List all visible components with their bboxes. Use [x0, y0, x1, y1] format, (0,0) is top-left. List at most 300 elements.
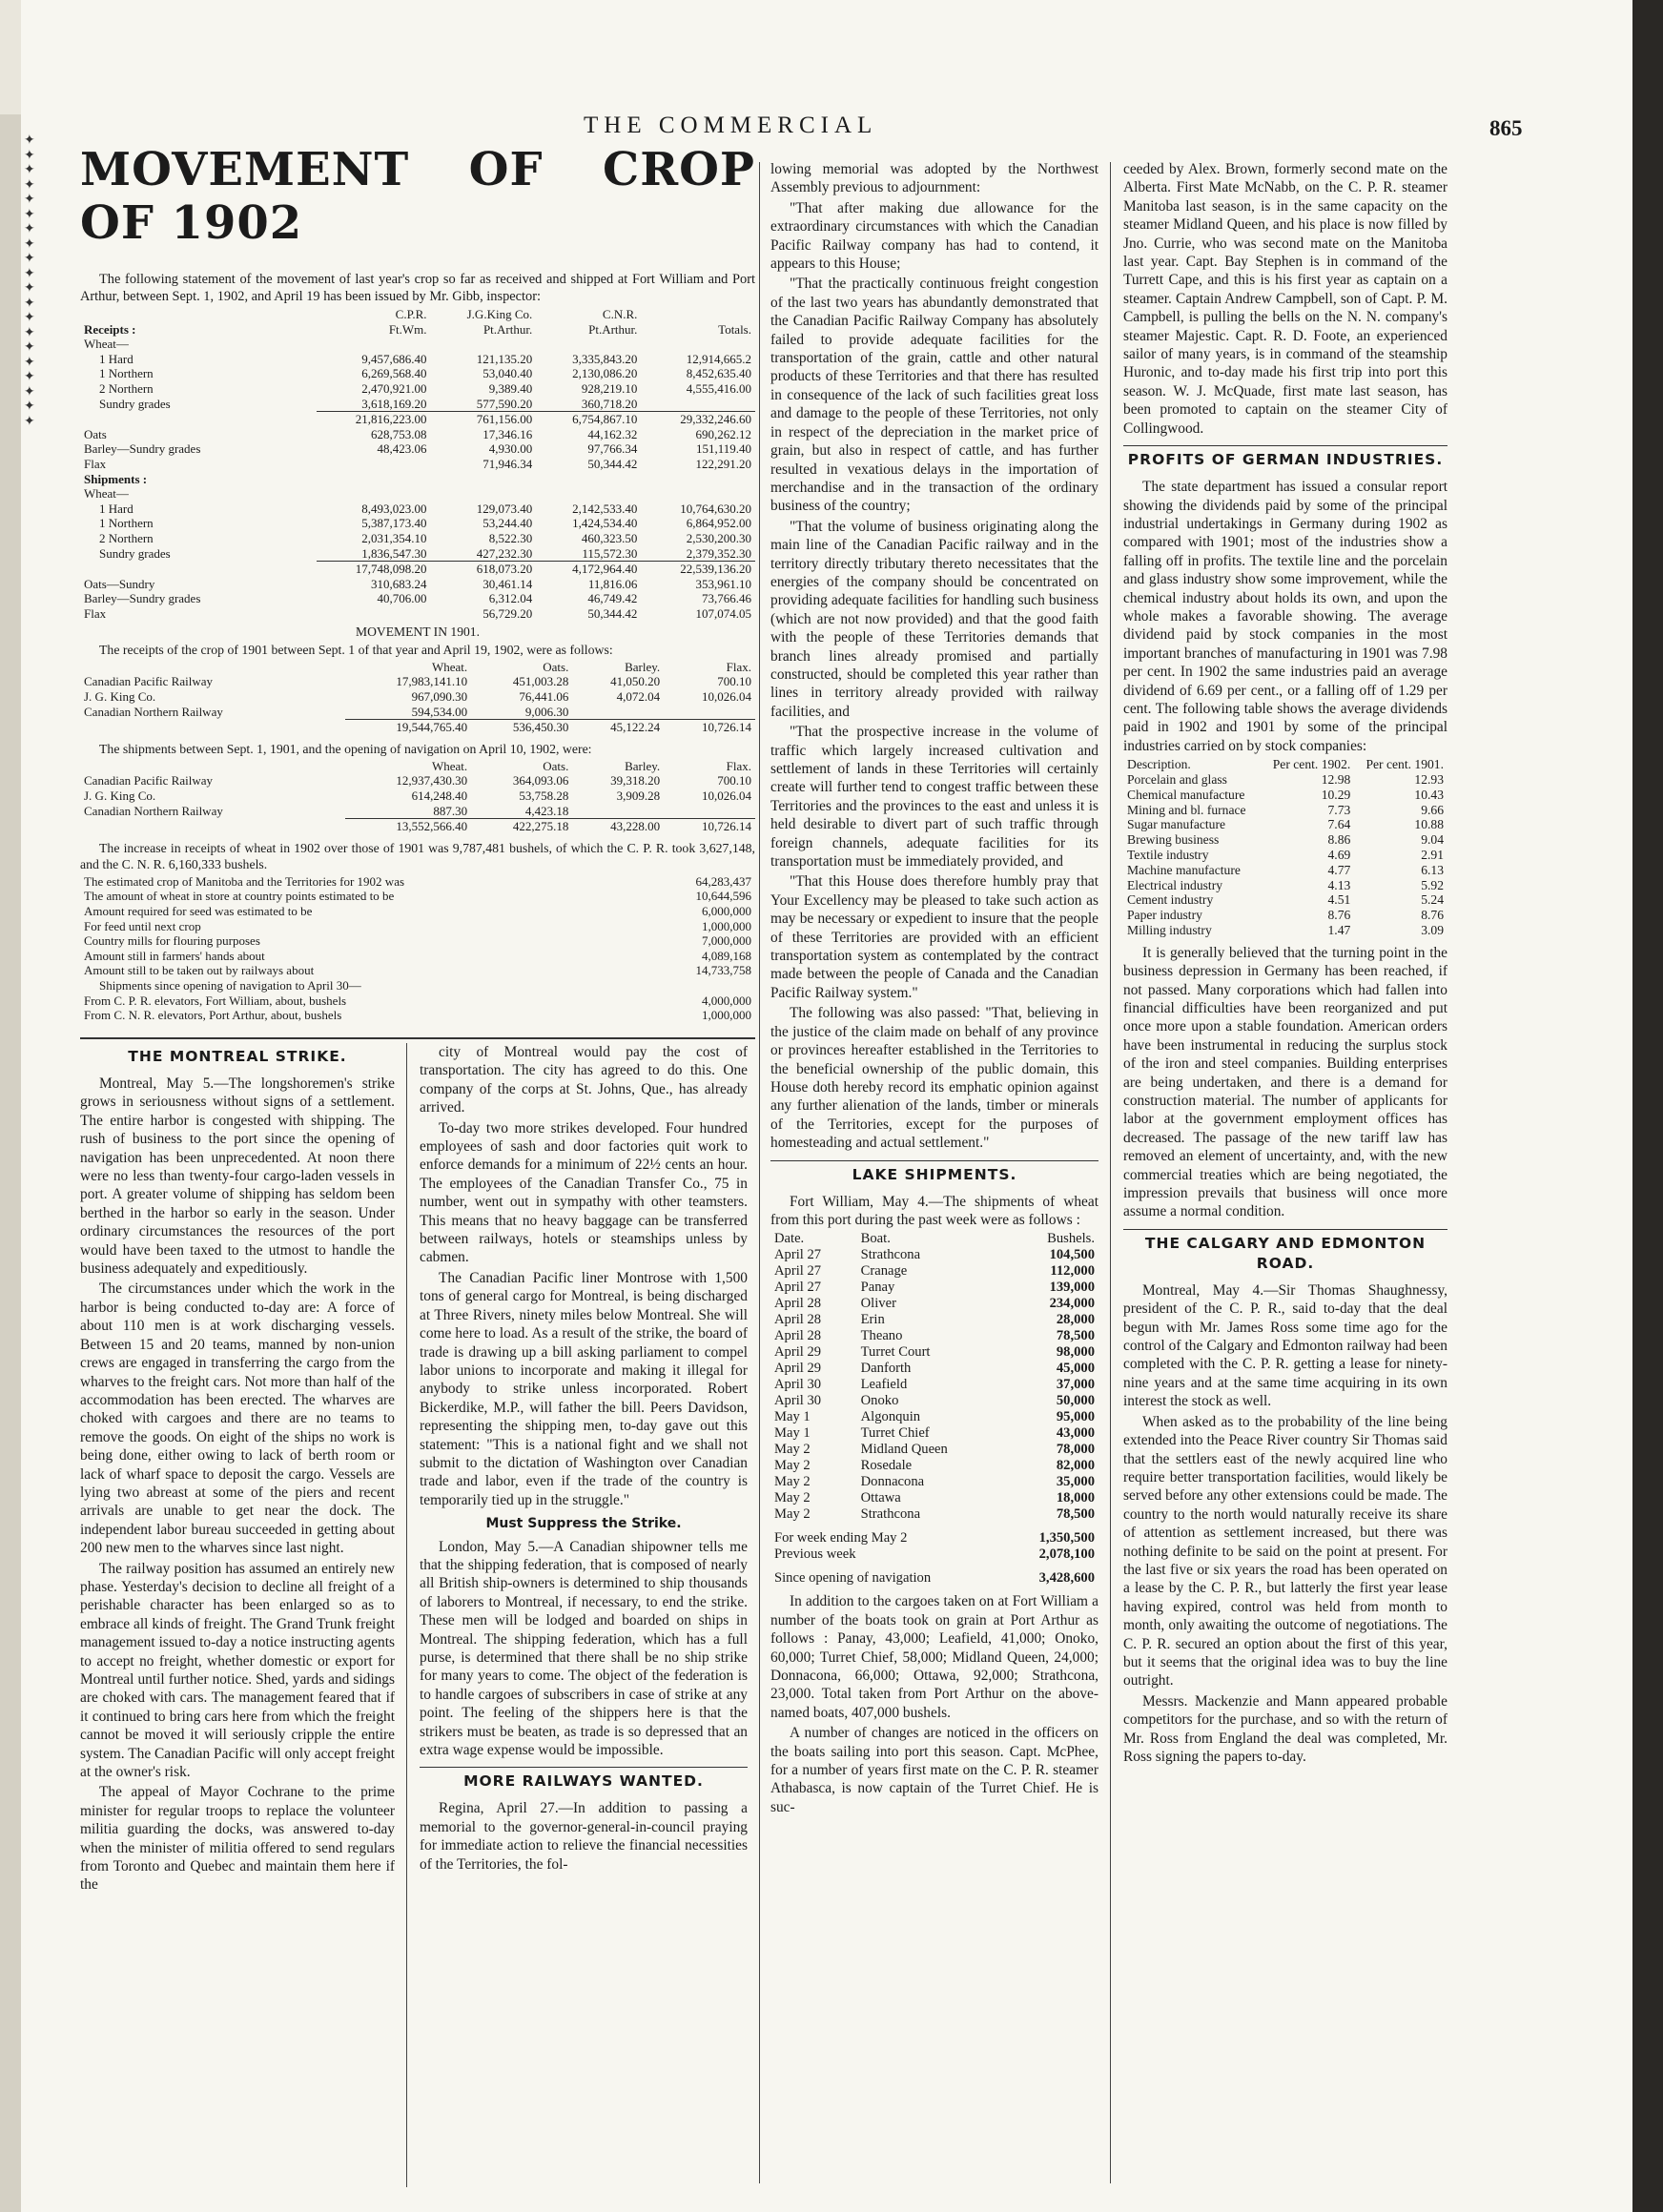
cell-value: 700.10 [717, 674, 751, 689]
row-label [80, 562, 317, 577]
row-label: Amount still to be taken out by railways about [84, 963, 315, 978]
rule [1123, 1229, 1447, 1230]
cell-value: 28,000 [1056, 1312, 1095, 1328]
row-label: May 2 [774, 1490, 811, 1506]
row-label: Sugar manufacture [1127, 817, 1226, 832]
cell-value: 37,000 [1056, 1377, 1095, 1393]
cell-value: 5.24 [1421, 892, 1444, 908]
shipment-row [770, 1409, 1098, 1425]
cell-value: 29,332,246.60 [641, 412, 755, 427]
row-label: Machine manufacture [1127, 862, 1241, 877]
montreal-paragraph: The circumstances under which the work in the harbor is being conducted to-day are: A force of about 110 men is at work discharging vessels. Between 15 and 20 teams, manned by non-union crews are engaged in transferring the cargo from the wharves to the freight cars. Not more than half of the accommodation has been erected. The wharves are choked with cargoes and there are no teams to remove the goods. On eight of the ships no work is being done, either owing to lack of berth room or lack of wharf space to deposit the cargo. Vessels are lying two abreast at some of the piers and recent arrivals are unable to get near the dock. The independent labor bureau succeeded in getting about 200 new men to the wharves since last night. [80, 1280, 395, 1557]
cell-value: Barley. [625, 659, 661, 674]
label-row [80, 978, 755, 993]
dividend-row [1123, 923, 1447, 938]
running-title: THE COMMERCIAL [584, 113, 878, 138]
row-label: Receipts : [84, 321, 136, 337]
cell-value: Donnacona [860, 1474, 925, 1490]
cell-value: 6.13 [1421, 862, 1444, 877]
calgary-title: THE CALGARY AND EDMONTON ROAD. [1144, 1234, 1427, 1272]
row-label: J. G. King Co. [84, 689, 156, 705]
shipment-row [770, 1506, 1098, 1523]
row-label: For week ending May 2 [774, 1530, 908, 1546]
row-label: Oats—Sundry [84, 576, 155, 591]
cell-value: 78,500 [1056, 1328, 1095, 1344]
crop-title: MOVEMENT OF CROP OF 1902 [80, 143, 755, 250]
calgary-paragraph-3: Messrs. Mackenzie and Mann appeared probable competitors for the purchase, and so with the return of Mr. Ross from England the deal was completed, Mr. Ross signing the papers to-day. [1123, 1692, 1447, 1765]
header-row [1123, 757, 1447, 772]
cell-value: 48,423.06 [377, 441, 427, 457]
cell-value: 8.86 [1327, 832, 1351, 848]
cell-value: 121,135.20 [476, 351, 533, 366]
suppress-subtitle: Must Suppress the Strike. [485, 1516, 682, 1532]
estimate-row [80, 919, 755, 934]
row-label: Wheat— [84, 486, 129, 502]
table-row [80, 546, 755, 562]
dividend-row [1123, 788, 1447, 803]
header-row [80, 759, 755, 774]
cell-value: 8,452,635.40 [686, 366, 751, 381]
cell-value: 14,733,758 [695, 963, 751, 978]
cell-value: 139,000 [1049, 1280, 1095, 1296]
cell-value: Onoko [860, 1393, 899, 1409]
shipment-row [770, 1474, 1098, 1490]
nav-row [80, 1008, 755, 1023]
column-rule [406, 1043, 407, 2187]
cell-value: 9.66 [1421, 802, 1444, 817]
rule [770, 1160, 1098, 1161]
cell-value: Pt.Arthur. [482, 321, 533, 337]
table-row [80, 804, 755, 819]
montreal-paragraph: The Canadian Pacific liner Montrose with 1,500 tons of general cargo for Montreal, is being discharged at Three Rivers, ninety miles below Montreal. She will come here to load. As a result of the strike, the board of trade is drawing up a bill asking parliament to compel labor unions to incorporate and making it illegal for anybody to strike unless incorporated. Robert Bickerdike, M.P., will father the bill. Peers Davidson, representing the shipping men, to-day gave out this statement: "This is a national fight and we shall not submit to the dictation of Washington over Canadian trade and labor, even if the trade of the country is temporarily tied up in the struggle." [420, 1269, 748, 1508]
cell-value: 967,090.30 [411, 689, 468, 705]
cell-value: 1.47 [1327, 922, 1351, 937]
cell-value: 3,335,843.20 [572, 351, 638, 366]
dividend-row [1123, 817, 1447, 832]
cell-value: 122,291.20 [695, 456, 751, 471]
cell-value: 2,379,352.30 [686, 545, 751, 561]
montreal-col-2 [420, 1043, 748, 1875]
row-label [80, 819, 345, 834]
crop-section [80, 143, 755, 1023]
table-row [80, 577, 755, 592]
cell-value: 2.91 [1421, 847, 1444, 862]
cell-value: 82,000 [1056, 1458, 1095, 1474]
cell-value: 7.64 [1327, 817, 1351, 832]
row-label: Milling industry [1127, 922, 1212, 937]
row-label: April 28 [774, 1312, 822, 1328]
binding-margin [0, 114, 21, 2212]
captains-paragraph: ceeded by Alex. Brown, formerly second mate on the Alberta. First Mate McNabb, on the C. P. R. steamer Manitoba last season, is in the same capacity on the steamer Midland Queen, and his place is now filled by Jno. Currie, who was second mate on the Manitoba last year. Capt. Bay Stephen is in command of the Turrett Cape, and this is his first year as captain on a steamer. Captain Andrew Campbell, son of Capt. P. M. Campbell, is pulling the bells on the N. N. company's steamer Majestic. Capt. R. D. Foote, an experienced sailor of many years, is in command of the steamship Huronic, and to-day made his first trip into port this season. W. J. McQuade, first mate last season, has been promoted to captain on the steamer City of Collingwood. [1123, 161, 1447, 437]
row-label: Barley—Sundry grades [84, 591, 201, 606]
cell-value: Rosedale [860, 1458, 913, 1474]
cell-value: 46,749.42 [587, 591, 638, 606]
row-label: April 29 [774, 1344, 822, 1361]
row-label [80, 307, 317, 322]
row-label: Sundry grades [99, 396, 171, 411]
row-label: April 27 [774, 1280, 822, 1296]
cell-value: 690,262.12 [695, 426, 751, 441]
cell-value: Ottawa [860, 1490, 901, 1506]
total-row [80, 562, 755, 577]
cell-value: 50,344.42 [587, 605, 638, 621]
cell-value: 6,754,867.10 [536, 412, 641, 427]
german-paragraph-2: It is generally believed that the turning point in the business depression in Germany has been reached, if not passed. Many corporations which had fallen into financial difficulties have been reorganized and put once more upon a stable foundation. American orders have been instrumental in reducing the surplus stock of the iron and steel companies. Building enterprises are being undertaken, and there is a demand for construction material. The number of applicants for labor at the government employment offices has decreased. The passage of the new tariff law has removed an element of uncertainty, and, with the new commercial treaties which are being negotiated, the impression prevails that business will once more assume a normal condition. [1123, 944, 1447, 1220]
cell-value: 104,500 [1049, 1247, 1095, 1263]
cell-value: 761,156.00 [431, 412, 537, 427]
row-label: The estimated crop of Manitoba and the Territories for 1902 was [84, 873, 405, 889]
montreal-paragraph: city of Montreal would pay the cost of transportation. The city has agreed to do this. One company of the corps at St. Johns, Que., has already arrived. [420, 1044, 748, 1116]
cell-value: 53,244.40 [482, 516, 533, 531]
shipment-row [770, 1328, 1098, 1344]
shipment-row [770, 1344, 1098, 1361]
cell-value: 4,172,964.40 [536, 562, 641, 577]
cell-value: 10,644,596 [695, 889, 751, 904]
row-label: Mining and bl. furnace [1127, 802, 1246, 817]
cell-value: 12,937,430.30 [396, 773, 468, 789]
cell-value: 8.76 [1421, 908, 1444, 923]
header-row [80, 307, 755, 322]
cell-value: 40,706.00 [377, 591, 427, 606]
row-label: Barley—Sundry grades [84, 441, 201, 457]
movement-1901-intro: The receipts of the crop of 1901 between Sept. 1 of that year and April 19, 1902, were as follows: [99, 642, 613, 657]
cell-value [664, 705, 755, 720]
shipment-row [770, 1490, 1098, 1506]
cell-value: 3,428,600 [1038, 1570, 1095, 1587]
row-label: April 28 [774, 1296, 822, 1312]
cell-value: 17,346.16 [482, 426, 533, 441]
row-label: Description. [1127, 757, 1191, 772]
cell-value: 4.77 [1327, 862, 1351, 877]
cell-value: 10,026.04 [702, 689, 751, 705]
cell-value: Boat. [860, 1231, 891, 1247]
railways-title: MORE RAILWAYS WANTED. [463, 1772, 704, 1791]
memorial-paragraph: lowing memorial was adopted by the Northwest Assembly previous to adjournment: [770, 161, 1098, 196]
cell-value: 30,461.14 [482, 576, 533, 591]
estimate-row [80, 963, 755, 978]
row-label: May 1 [774, 1425, 811, 1442]
cell-value: 78,000 [1056, 1442, 1095, 1458]
cell-value: 234,000 [1049, 1296, 1095, 1312]
cell-value: 10,726.14 [664, 819, 755, 834]
row-label: Previous week [774, 1546, 856, 1563]
row-label: 1 Hard [99, 501, 133, 516]
dividend-row [1123, 772, 1447, 788]
cell-value [641, 397, 755, 412]
cell-value: 618,073.20 [431, 562, 537, 577]
cell-value: 129,073.40 [476, 501, 533, 516]
cell-value: 18,000 [1056, 1490, 1095, 1506]
cell-value: 95,000 [1056, 1409, 1095, 1425]
estimate-row [80, 933, 755, 949]
cell-value: 97,766.34 [587, 441, 638, 457]
memorial-paragraph: "That the volume of business originating along the main line of the Canadian Pacific railway and in the territory directly tributary thereto necessitates that the energies of the company should be concentrated on providing adequate facilities for handling such business (which are not now provided) and that the good faith with the people of these Territories demands that branch lines already promised and partially constructed, should be completed this year rather than lines in territory already provided with railway facilities, and [770, 518, 1098, 720]
row-label: Cement industry [1127, 892, 1214, 908]
montreal-paragraph: London, May 5.—A Canadian shipowner tells me that the shipping federation, that is composed of nearly all British ship-owners is determined to ship thousands of laborers to Montreal, if necessary, to end the strike. These men will be lodged and boarded on ships in Montreal. The shipping federation, which has a full purse, is determined that there shall be no ship strike for many years to come. The object of the federation is to handle cargoes of subscribers in case of strike at any point. The feeling of the shippers here is that the strikers must be beaten, as trade is so depressed that an extra wage expense would be impossible. [420, 1538, 748, 1759]
cell-value: 35,000 [1056, 1474, 1095, 1490]
cell-value: 4,423.18 [524, 803, 569, 818]
dividend-row [1123, 832, 1447, 848]
table-row [80, 705, 755, 720]
total-row [770, 1523, 1098, 1546]
cell-value: 10,726.14 [664, 720, 755, 735]
cell-value: 11,816.06 [587, 576, 638, 591]
total-row [80, 412, 755, 427]
montreal-col-1 [80, 1043, 395, 1896]
cell-value: Theano [860, 1328, 903, 1344]
row-label [80, 412, 317, 427]
cell-value: 427,232.30 [476, 545, 533, 561]
german-dividends-table [1123, 757, 1447, 938]
memorial-paragraph: "That after making due allowance for the extraordinary circumstances with which the Canadian Pacific Railway company has had to contend, it appears to this House; [770, 199, 1098, 273]
cell-value: 422,275.18 [471, 819, 572, 834]
table-row [80, 606, 755, 622]
shipment-row [770, 1361, 1098, 1377]
page-number: 865 [1489, 116, 1523, 140]
page-edge [1632, 0, 1663, 2212]
cell-value: 536,450.30 [471, 720, 572, 735]
cell-value: 1,000,000 [702, 1008, 751, 1023]
estimate-row [80, 889, 755, 904]
margin-ornament: ✦ ✦ ✦ ✦ ✦ ✦ ✦ ✦ ✦ ✦ ✦ ✦ ✦ ✦ ✦ ✦ ✦ ✦ ✦ ✦ [24, 133, 35, 429]
cell-value: 4.69 [1327, 847, 1351, 862]
cell-value: 112,000 [1050, 1263, 1095, 1280]
cell-value: 50,344.42 [587, 456, 638, 471]
cell-value: Cranage [860, 1263, 908, 1280]
movement-1901-title: MOVEMENT IN 1901. [355, 625, 481, 640]
cell-value: 7.73 [1327, 802, 1351, 817]
cell-value: 45,122.24 [572, 720, 664, 735]
cell-value: 10.43 [1414, 787, 1444, 802]
estimate-row [80, 904, 755, 919]
montreal-paragraph: The railway position has assumed an entirely new phase. Yesterday's decision to decline all freight of a perishable character has been enlarged so as to embrace all kinds of freight. The Grand Trunk freight management issued to-day a notice instructing agents to accept no freight, whether domestic or export for Montreal until further notice. Shed, yards and sidings are choked with cars. The management feared that if it continued to bring cars here from which the freight cannot be moved it will seriously cripple the entire system. The Canadian Pacific will only accept freight at the owner's risk. [80, 1560, 395, 1781]
cell-value [572, 804, 664, 819]
cell-value: 9,389.40 [488, 380, 533, 396]
cell-value: 9,457,686.40 [361, 351, 427, 366]
cell-value: 2,142,533.40 [572, 501, 638, 516]
cell-value: 577,590.20 [476, 396, 533, 411]
cell-value: 6,269,568.40 [361, 366, 427, 381]
shipment-row [770, 1458, 1098, 1474]
cell-value: C.N.R. [602, 307, 638, 321]
table-row [80, 516, 755, 531]
cell-value: 107,074.05 [695, 605, 751, 621]
cell-value: Per cent. 1901. [1365, 757, 1444, 772]
cell-value: 41,050.20 [610, 674, 661, 689]
cell-value: Turret Court [860, 1344, 931, 1361]
lake-shipments-table [770, 1231, 1098, 1587]
rule [1123, 445, 1447, 446]
cell-value: 53,758.28 [519, 789, 569, 804]
cell-value: Turret Chief [860, 1425, 930, 1442]
shipment-row [770, 1393, 1098, 1409]
montreal-paragraph: The appeal of Mayor Cochrane to the prime minister for regular troops to replace the volunteer militia guarding the docks, was answered to-day when the minister of militia offered to send regulars from Toronto and Quebec and maintain them here if the [80, 1784, 395, 1894]
row-label: Canadian Pacific Railway [84, 674, 214, 689]
cell-value: Oats. [543, 659, 569, 674]
shipment-row [770, 1442, 1098, 1458]
cell-value: 73,766.46 [702, 591, 751, 606]
row-label: 2 Northern [99, 530, 154, 545]
cell-value: Bushels. [1047, 1231, 1095, 1247]
lake-intro: Fort William, May 4.—The shipments of wheat from this port during the past week were as follows : [770, 1193, 1098, 1228]
cell-value: 4.51 [1327, 892, 1351, 908]
cell-value: 7,000,000 [702, 933, 751, 949]
montreal-paragraph: Montreal, May 5.—The longshoremen's strike grows in seriousness without signs of a settlement. The entire harbor is congested with shipping. The rush of business to the port since the opening of navigation has been unprecedented. At noon there were no less than twenty-four cargo-laden vessels in port. A greater volume of shipping has seldom been berthed in the harbor so early in the season. Under ordinary circumstances the resources of the port would have been taxed to the utmost to handle the business adequately and expeditiously. [80, 1075, 395, 1278]
cell-value: 5,387,173.40 [361, 516, 427, 531]
cell-value [646, 978, 755, 993]
cell-value: 50,000 [1056, 1393, 1095, 1409]
cell-value: 115,572.30 [582, 545, 638, 561]
row-label [80, 660, 345, 675]
row-label: For feed until next crop [84, 918, 201, 933]
estimate-row [80, 949, 755, 964]
estimates-table [80, 874, 755, 1023]
calgary-paragraph-1: Montreal, May 4.—Sir Thomas Shaughnessy, president of the C. P. R., said to-day that the deal begun with Mr. James Ross some time ago for the control of the Calgary and Edmonton railway had been completed with the C. P. R. getting a lease for ninety-nine years and at the same time acquiring in its own interest the stock as well. [1123, 1281, 1447, 1410]
cell-value: 887.30 [433, 803, 468, 818]
shipment-row [770, 1425, 1098, 1442]
cell-value: 43,000 [1056, 1425, 1095, 1442]
newspaper-page [21, 0, 1632, 2212]
row-label: Amount still in farmers' hands about [84, 948, 265, 963]
cell-value: Strathcona [860, 1247, 921, 1263]
cell-value: 3.09 [1421, 922, 1444, 937]
cell-value: 2,031,354.10 [361, 530, 427, 545]
table-row [80, 689, 755, 705]
cell-value: 98,000 [1056, 1344, 1095, 1361]
increase-note: The increase in receipts of wheat in 1902 over those of 1901 was 9,787,481 bushels, of which the C. P. R. took 3,627,148, and the C. N. R. 6,160,333 bushels. [80, 840, 755, 871]
table-row [80, 381, 755, 397]
row-label: J. G. King Co. [84, 789, 156, 804]
row-label: Shipments since opening of navigation to April 30— [99, 977, 361, 993]
row-label: 1 Northern [99, 516, 154, 531]
cell-value: 928,219.10 [581, 380, 638, 396]
cell-value: 3,618,169.20 [361, 396, 427, 411]
cell-value: 8,493,023.00 [361, 501, 427, 516]
dividend-row [1123, 863, 1447, 878]
cell-value: 17,748,098.20 [317, 562, 431, 577]
dividend-row [1123, 892, 1447, 908]
cell-value: 12,914,665.2 [686, 351, 751, 366]
cell-value: Flax. [726, 758, 751, 773]
cell-value: 4,555,416.00 [686, 380, 751, 396]
row-label: May 2 [774, 1442, 811, 1458]
row-label: April 27 [774, 1263, 822, 1280]
row-label: Canadian Northern Railway [84, 704, 223, 719]
cell-value: 451,003.28 [512, 674, 569, 689]
cell-value: 10.88 [1414, 817, 1444, 832]
header-row [770, 1231, 1098, 1247]
shipments-1901-intro: The shipments between Sept. 1, 1901, and the opening of navigation on April 10, 1902, were: [99, 741, 592, 756]
header-row [80, 660, 755, 675]
cell-value: 310,683.24 [371, 576, 427, 591]
table-row [80, 352, 755, 367]
table-row [80, 591, 755, 606]
row-label: Flax [84, 605, 107, 621]
row-label: May 2 [774, 1474, 811, 1490]
row-label: Canadian Pacific Railway [84, 773, 214, 789]
row-label: May 2 [774, 1458, 811, 1474]
table-row [80, 366, 755, 381]
row-label: Paper industry [1127, 908, 1202, 923]
shipment-row [770, 1377, 1098, 1393]
lake-paragraph-1: In addition to the cargoes taken on at Fort William a number of the boats took on grain at Port Arthur as follows : Panay, 43,000; Leafield, 41,000; Onoko, 60,000; Turret Chief, 58,000; Midland Queen, 24,000; Donnacona, 66,000; Ottawa, 92,000; Strathcona, 23,000. Total taken from Port Arthur on the above-named boats, 407,000 bushels. [770, 1593, 1098, 1721]
label-row [80, 486, 755, 502]
total-row [770, 1546, 1098, 1563]
table-row [80, 441, 755, 457]
row-label: April 29 [774, 1361, 822, 1377]
row-label: Chemical manufacture [1127, 787, 1245, 802]
cell-value: Algonquin [860, 1409, 921, 1425]
railways-paragraph: Regina, April 27.—In addition to passing a memorial to the governor-general-in-council praying for immediate action to relieve the financial necessities of the Territories, the fol- [420, 1800, 748, 1873]
shipment-row [770, 1247, 1098, 1263]
cell-value: Wheat. [431, 758, 468, 773]
memorial-paragraph: "That this House does therefore humbly pray that Your Excellency may be pleased to take such action as may be necessary or expedient to insure that the people of these Territories are provided with an efficient transportation system as contemplated by the contract made between the people of Canada and the Canadian Pacific Railway system." [770, 873, 1098, 1001]
cell-value: 364,093.06 [512, 773, 569, 789]
cell-value: 2,530,200.30 [686, 530, 751, 545]
cell-value: Totals. [718, 321, 751, 337]
row-label: Porcelain and glass [1127, 771, 1227, 787]
cell-value: 19,544,765.40 [345, 720, 471, 735]
cell-value: 460,323.50 [581, 530, 638, 545]
cell-value: 10.29 [1321, 787, 1351, 802]
dividend-row [1123, 908, 1447, 923]
cell-value: 10,764,630.20 [680, 501, 751, 516]
cell-value: 4,089,168 [702, 948, 751, 963]
cell-value: Strathcona [860, 1506, 921, 1523]
row-label: 1 Northern [99, 366, 154, 381]
shipments-1901-table [80, 759, 755, 834]
row-label: May 1 [774, 1409, 811, 1425]
cell-value: 1,350,500 [1038, 1530, 1095, 1546]
cell-value: 76,441.06 [519, 689, 569, 705]
cell-value: Erin [860, 1312, 885, 1328]
lake-paragraph-2: A number of changes are noticed in the officers on the boats sailing into port this season. Capt. McPhee, for a number of years first mate on the C. P. R. steamer Athabasca, is now captain of the Turret Chief. He is suc- [770, 1725, 1098, 1815]
cell-value: 9.04 [1421, 832, 1444, 848]
row-label: Date. [774, 1231, 805, 1247]
cell-value: C.P.R. [395, 307, 427, 321]
cell-value: Ft.Wm. [388, 321, 427, 337]
label-row [80, 337, 755, 352]
row-label: Brewing business [1127, 832, 1220, 848]
row-label: Electrical industry [1127, 877, 1223, 892]
shipment-row [770, 1296, 1098, 1312]
cell-value: 5.92 [1421, 877, 1444, 892]
total-row [80, 819, 755, 834]
crop-1902-table [80, 307, 755, 621]
row-label: Amount required for seed was estimated to be [84, 904, 313, 918]
cell-value: 8.76 [1327, 908, 1351, 923]
dividend-row [1123, 878, 1447, 893]
cell-value: 10,026.04 [702, 789, 751, 804]
cell-value: Oliver [860, 1296, 896, 1312]
receipts-1901-table [80, 660, 755, 735]
cell-value: 594,534.00 [411, 704, 468, 719]
cell-value: Pt.Arthur. [588, 321, 638, 337]
cell-value: 6,000,000 [702, 904, 751, 918]
cell-value: 6,864,952.00 [686, 516, 751, 531]
memorial-paragraph: "That the prospective increase in the volume of traffic which largely increased cultivation and settlement of lands in these Territories will certainly create will further tend to congest traffic between these Territories and the provinces to the east and unless it is held desirable to divert part of such traffic through foreign channels, adequate facilities for its transportation must be immediately provided, and [770, 724, 1098, 870]
montreal-paragraph: To-day two more strikes developed. Four hundred employees of sash and door factories quit work to enforce demands for a minimum of 22½ cents an hour. The employees of the Canadian Transfer Co., 75 in number, went out in sympathy with other teamsters. This means that no heavy baggage can be transferred between railways, hotels or steamships unless by cabmen. [420, 1119, 748, 1266]
cell-value: 9,006.30 [524, 704, 569, 719]
cell-value: 4,072.04 [616, 689, 661, 705]
row-label: Country mills for flouring purposes [84, 933, 260, 949]
cell-value [572, 705, 664, 720]
cell-value: 2,470,921.00 [361, 380, 427, 396]
table-row [80, 773, 755, 789]
right-column [1123, 160, 1447, 1768]
cell-value [664, 804, 755, 819]
cell-value: 2,130,086.20 [572, 366, 638, 381]
